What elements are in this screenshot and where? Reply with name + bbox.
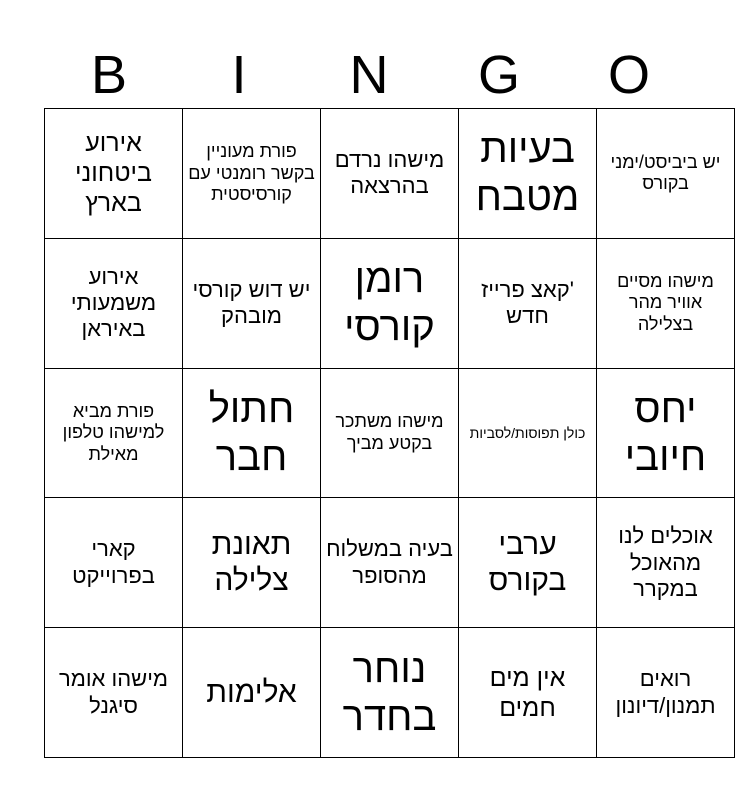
cell-label: מישהו מסיים אוויר מהר בצלילה (617, 270, 714, 334)
bingo-header (44, 40, 694, 110)
cell-label: קארי בפרוייקט (72, 536, 155, 588)
header-letter-n: N (349, 45, 389, 105)
board-row (45, 109, 735, 239)
board-row (45, 498, 735, 628)
cell-label: יחס חיובי (624, 386, 707, 479)
cell-label: כולן תפוסות/לסביות (469, 424, 586, 441)
board-row (45, 368, 735, 498)
cell-label: יש דוש קורסי מובהק (192, 276, 311, 329)
bingo-cell[interactable] (183, 109, 321, 239)
bingo-cell[interactable] (597, 238, 735, 368)
board-row (45, 628, 735, 758)
bingo-cell[interactable] (459, 238, 597, 368)
cell-label: אין מים חמים (489, 663, 566, 722)
cell-label: רומן קורסי (344, 257, 435, 350)
bingo-cell[interactable] (597, 368, 735, 498)
bingo-cell[interactable] (459, 498, 597, 628)
cell-label: נוחר בחדר (342, 646, 437, 739)
bingo-cell[interactable] (459, 109, 597, 239)
bingo-cell[interactable] (45, 368, 183, 498)
bingo-cell[interactable] (321, 109, 459, 239)
cell-label: 'קאצ פרייז חדש (481, 276, 574, 329)
cell-label: חתול חבר (208, 386, 295, 479)
bingo-cell[interactable] (459, 628, 597, 758)
cell-label: פורת מביא למישהו טלפון מאילת (62, 400, 165, 464)
bingo-cell[interactable] (183, 368, 321, 498)
header-letter-o: O (607, 45, 650, 105)
cell-label: רואים תמנון/דיונון (615, 666, 716, 718)
cell-label: ערבי בקורס (488, 527, 567, 597)
header-letter-b: B (90, 45, 128, 105)
bingo-board (44, 108, 735, 758)
bingo-cell[interactable] (459, 368, 597, 498)
header-letter-i: I (231, 45, 247, 105)
bingo-cell[interactable] (45, 498, 183, 628)
cell-label: מישהו משתכר בקטע מביך (335, 411, 444, 453)
bingo-cell[interactable] (597, 628, 735, 758)
cell-label: פורת מעוניין בקשר רומנטי עם קורסיסטית (188, 141, 315, 205)
cell-label: מישהו אומר סיגנל (58, 666, 169, 718)
board-row (45, 238, 735, 368)
bingo-cell[interactable] (321, 238, 459, 368)
bingo-cell[interactable] (321, 628, 459, 758)
cell-label: מישהו נרדם בהרצאה (334, 147, 445, 199)
bingo-cell[interactable] (597, 498, 735, 628)
cell-label: בעיה במשלוח מהסופר (326, 536, 453, 588)
bingo-cell[interactable] (183, 498, 321, 628)
bingo-cell[interactable] (45, 109, 183, 239)
bingo-cell[interactable] (45, 628, 183, 758)
cell-label: אלימות (206, 675, 297, 709)
bingo-cell[interactable] (321, 368, 459, 498)
cell-label: אוכלים לנו מהאוכל במקרר (618, 523, 713, 601)
bingo-cell[interactable] (183, 628, 321, 758)
cell-label: בעיות מטבח (475, 127, 580, 220)
bingo-cell[interactable] (183, 238, 321, 368)
cell-label: אירוע ביטחוני בארץ (75, 129, 152, 218)
bingo-cell[interactable] (321, 498, 459, 628)
cell-label: אירוע משמעותי באיראן (70, 263, 157, 342)
cell-label: תאונת צלילה (211, 527, 292, 597)
header-letter-g: G (477, 45, 520, 105)
bingo-cell[interactable] (597, 109, 735, 239)
bingo-cell[interactable] (45, 238, 183, 368)
cell-label: יש ביביסט/ימני בקורס (610, 151, 721, 194)
